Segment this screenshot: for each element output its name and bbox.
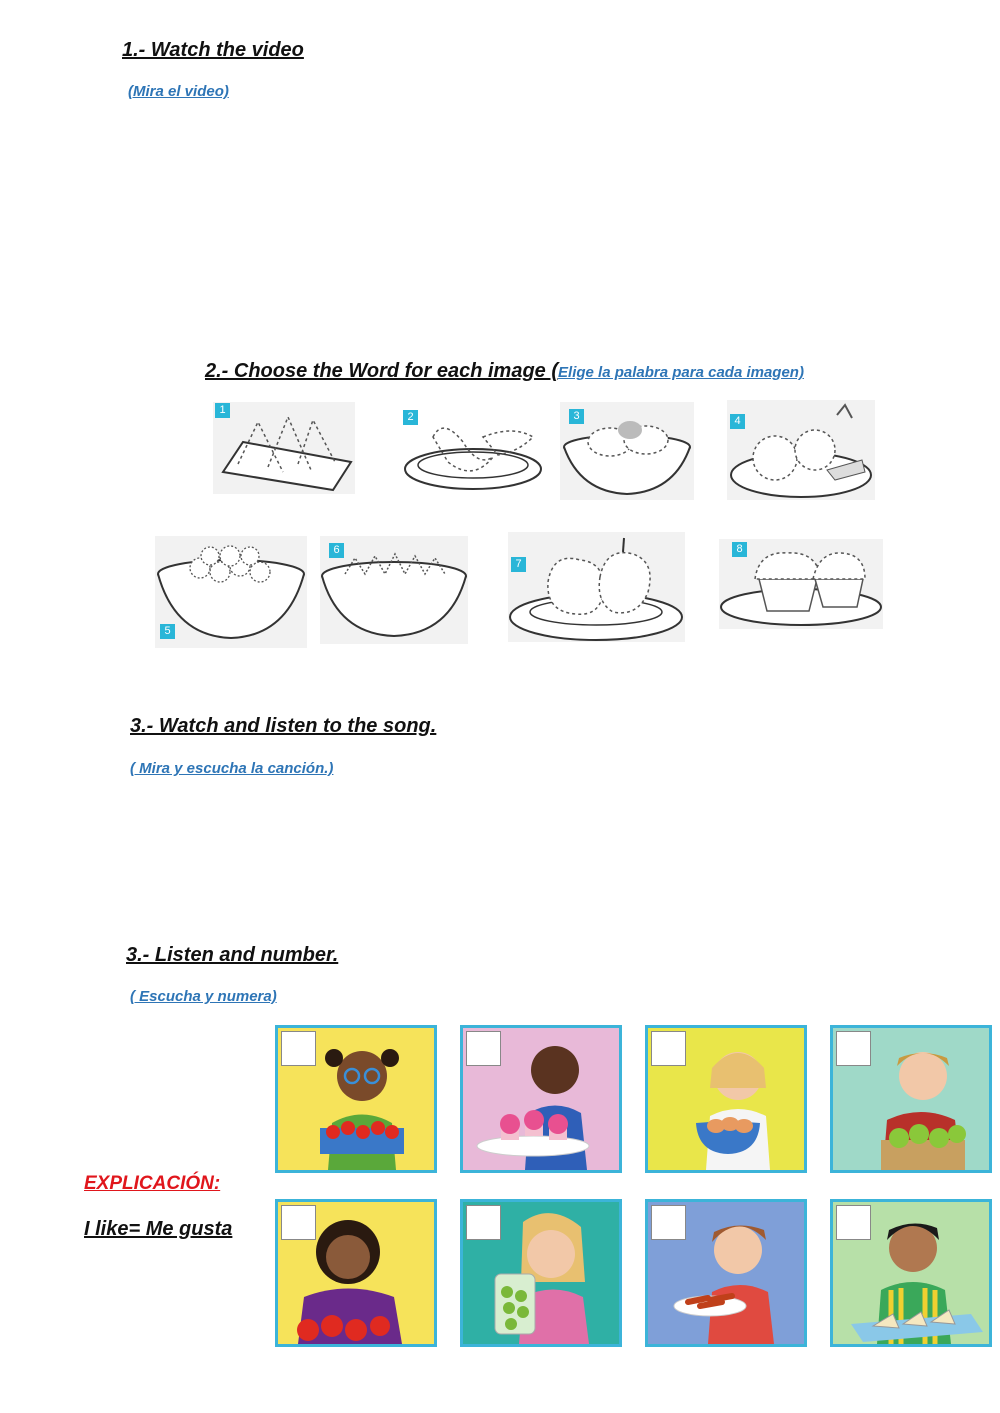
food-number: 5 <box>160 624 175 639</box>
section2-heading <box>205 360 804 383</box>
section2-subtitle[interactable]: Elige la palabra para cada imagen) <box>558 364 804 381</box>
food-number: 8 <box>732 542 747 557</box>
answer-box[interactable] <box>466 1205 501 1240</box>
explanation-label: EXPLICACIÓN: <box>84 1173 221 1194</box>
section4-subtitle[interactable]: ( Escucha y numera) <box>130 988 277 1005</box>
boy-apples-card <box>830 1025 992 1173</box>
explanation-text: I like= Me gusta <box>84 1218 233 1240</box>
answer-box[interactable] <box>466 1031 501 1066</box>
boy-sandwiches-card <box>830 1199 992 1347</box>
food-number: 1 <box>215 403 230 418</box>
food-number: 6 <box>329 543 344 558</box>
girl-eggs-card <box>645 1025 807 1173</box>
sausage-plate-icon <box>403 407 543 493</box>
section3-title: 3.- Watch and listen to the song. <box>130 715 437 737</box>
cupcake-plate-icon <box>719 539 883 629</box>
section3-subtitle[interactable]: ( Mira y escucha la canción.) <box>130 760 334 777</box>
food-number: 4 <box>730 414 745 429</box>
strawberry-bowl-icon <box>320 536 468 644</box>
girl-tomatoes-card <box>275 1199 437 1347</box>
boy-cupcakes-card <box>460 1025 622 1173</box>
section2-title: 2.- Choose the Word for each image ( <box>205 360 559 382</box>
answer-box[interactable] <box>836 1031 871 1066</box>
sandwich-plate-icon <box>213 402 355 494</box>
apple-plate-icon <box>508 532 685 642</box>
girl-grapes-jar-card <box>460 1199 622 1347</box>
section1-subtitle[interactable]: (Mira el video) <box>128 83 229 100</box>
food-number: 2 <box>403 410 418 425</box>
section4-title: 3.- Listen and number. <box>126 944 339 966</box>
answer-box[interactable] <box>651 1205 686 1240</box>
grape-bowl-icon <box>155 536 307 648</box>
food-number: 3 <box>569 409 584 424</box>
tomato-plate-icon <box>727 400 875 500</box>
answer-box[interactable] <box>281 1205 316 1240</box>
food-number: 7 <box>511 557 526 572</box>
egg-bowl-icon <box>560 402 694 500</box>
answer-box[interactable] <box>651 1031 686 1066</box>
section1-title: 1.- Watch the video <box>122 39 304 61</box>
boy-sausages-card <box>645 1199 807 1347</box>
answer-box[interactable] <box>836 1205 871 1240</box>
answer-box[interactable] <box>281 1031 316 1066</box>
girl-strawberries-card <box>275 1025 437 1173</box>
